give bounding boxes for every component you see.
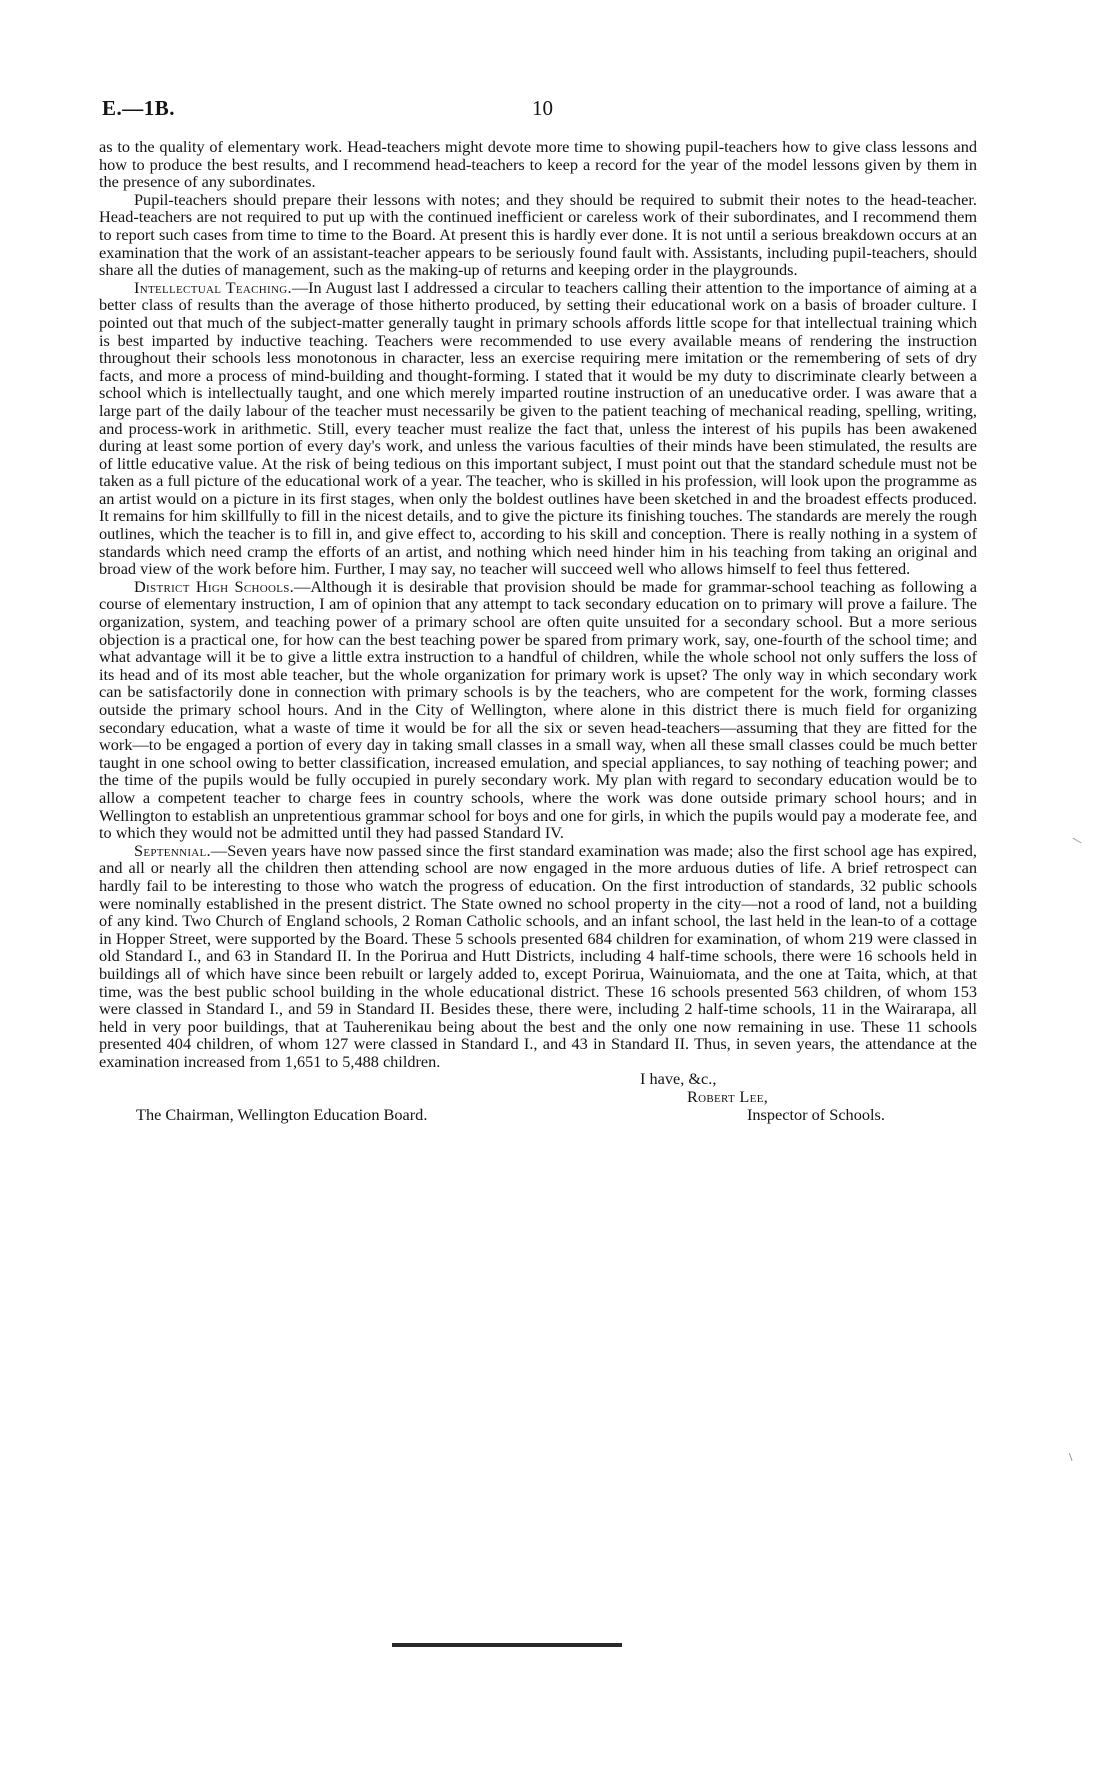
paragraph bbox=[99, 138, 977, 191]
paragraph-text: Pupil-teachers should prepare their lessons with notes; and they should be required to submit their notes to the head-teacher. Head-teachers are not required to put up with the continued inefficient or careless work of their subordinates, and I recommend them to report such cases from time to time to the Board. At present this is hardly ever done. It is not until a serious breakdown occurs at an examination that the work of an assistant-teacher appears to be seriously found fault with. Assistants, including pupil-teachers, should share all the duties of management, such as the making-up of returns and keeping order in the playgrounds. bbox=[99, 189, 977, 280]
paragraph-text: —In August last I addressed a circular to teachers calling their attention to the importance of aiming at a better class of results than the average of those hitherto produced, by setting their educational work on a basis of broader culture. I pointed out that much of the subject-matter generally taught in primary schools affords little scope for that intellectual training which is best imparted by inductive teaching. Teachers were recommended to use every available means of rendering the instruction throughout their schools less monotonous in character, less an exercise requiring mere imitation or the remembering of sets of dry facts, and more a process of mind-building and thought-forming. I stated that it would be my duty to discriminate clearly between a school which is intellectually taught, and one which merely imparted routine instruction of an uneducative order. I was aware that a large part of the daily labour of the teacher must necessarily be given to the patient teaching of mechanical reading, spelling, writing, and process-work in arithmetic. Still, every teacher must realize the fact that, unless the interest of his pupils has been awakened during at least some portion of every day's work, and unless the various faculties of their minds have been stimulated, the results are of little educative value. At the risk of being tedious on this important subject, I must point out that the standard schedule must not be taken as a full picture of the educational work of a year. The teacher, who is skilled in his profession, will look upon the programme as an artist would on a picture in its first stages, when only the boldest outlines have been sketched in and the broadest effects produced. It remains for him skillfully to fill in the nicest details, and to give the picture its finishing touches. The standards are merely the rough outlines, which the teacher is to fill in, and give effect to, according to his skill and conception. There is really nothing in a system of standards which need cramp the efforts of an artist, and nothing which need hinder him in his teaching from taking an original and broad view of the work before him. Further, I may say, no teacher will succeed well who allows himself to feel thus fettered. bbox=[99, 277, 978, 579]
salutation: I have, &c., bbox=[640, 1069, 717, 1089]
paragraph-intellectual-teaching bbox=[99, 279, 977, 578]
scan-mark bbox=[1072, 838, 1081, 844]
scan-mark bbox=[1069, 1451, 1078, 1461]
addressee: The Chairman, Wellington Education Board. bbox=[136, 1105, 428, 1125]
paragraph-text: —Although it is desirable that provision should be made for grammar-school teaching as following a course of elementary instruction, I am of opinion that any attempt to tack secondary education on to primary will prove a failure. The organization, system, and teaching power of a primary school are often quite unsuited for a secondary school. But a more serious objection is a practical one, for how can the best teaching power be spared from primary work, say, one-fourth of the school time; and what advantage will it be to give a little extra instruction to a handful of children, while the whole school not only suffers the loss of its head and of its most able teacher, but the whole organization for primary work is upset? The only way in which secondary work can be satisfactorily done in connection with primary schools is by the teachers, who are competent for the work, forming classes outside the primary school hours. And in the City of Wellington, where alone in this district there is much field for organizing secondary education, what a waste of time it would be for all the six or seven head-teachers—assuming that they are fitted for the work—to be engaged a portion of every day in taking small classes in a small way, when all these small classes could be much better taught in one school owing to better classification, increased emulation, and special appliances, to say nothing of teaching power; and the time of the pupils would be fully occupied in purely secondary work. My plan with regard to secondary education would be to allow a competent teacher to charge fees in country schools, where the work was done outside primary school hours; and in Wellington to establish an unpretentious grammar school for boys and one for girls, in which the pupils would pay a moderate fee, and to which they would not be admitted until they had passed Standard IV. bbox=[99, 576, 978, 843]
paragraph bbox=[99, 191, 977, 279]
letter-closing bbox=[99, 1070, 977, 1150]
paragraph-text: as to the quality of elementary work. Head-teachers might devote more time to showing pupil-teachers how to give class lessons and how to produce the best results, and I recommend head-teachers to keep a record for the year of the model lessons given by them in the presence of any subordinates. bbox=[99, 137, 977, 192]
page-number: 10 bbox=[532, 96, 553, 120]
section-heading: Intellectual Teaching. bbox=[134, 277, 292, 297]
section-heading: Septennial. bbox=[134, 840, 211, 860]
page-header bbox=[102, 96, 972, 126]
paragraph-district-high-schools bbox=[99, 578, 977, 842]
paragraph-text: —Seven years have now passed since the first standard examination was made; also the first school age has expired, and all or nearly all the children then attending school are now engaged in the more arduous duties of life. A brief retrospect can hardly fail to be interesting to those who watch the progress of education. On the first introduction of standards, 32 public schools were nominally established in the present district. The State owned no school property in the city—not a rood of land, not a building of any kind. Two Church of England schools, 2 Roman Catholic schools, and an infant school, the last held in the lean-to of a cottage in Hopper Street, were supported by the Board. These 5 schools presented 684 children for examination, of whom 219 were classed in old Standard I., and 63 in Standard II. In the Porirua and Hutt Districts, including 4 half-time schools, there were 16 schools held in buildings all of which have since been rebuilt or largely added to, except Porirua, Wainuiomata, and the one at Taita, which, at that time, was the best public school building in the whole educational district. These 16 schools presented 563 children, of whom 153 were classed in Standard I., and 59 in Standard II. Besides these, there were, including 2 half-time schools, 11 in the Wairarapa, all held in very poor buildings, that at Tauherenikau being about the best and the only one now remaining in use. These 11 schools presented 404 children, of whom 127 were classed in Standard I., and 43 in Standard II. Thus, in seven years, the attendance at the examination increased from 1,651 to 5,488 children. bbox=[99, 840, 977, 1071]
document-reference: E.—1B. bbox=[102, 96, 176, 120]
report-body bbox=[99, 138, 977, 1150]
end-rule bbox=[392, 1643, 622, 1647]
section-heading: District High Schools. bbox=[134, 576, 295, 596]
paragraph-septennial bbox=[99, 842, 977, 1071]
signatory-title: Inspector of Schools. bbox=[747, 1105, 885, 1125]
signature-name: Robert Lee, bbox=[687, 1087, 769, 1107]
